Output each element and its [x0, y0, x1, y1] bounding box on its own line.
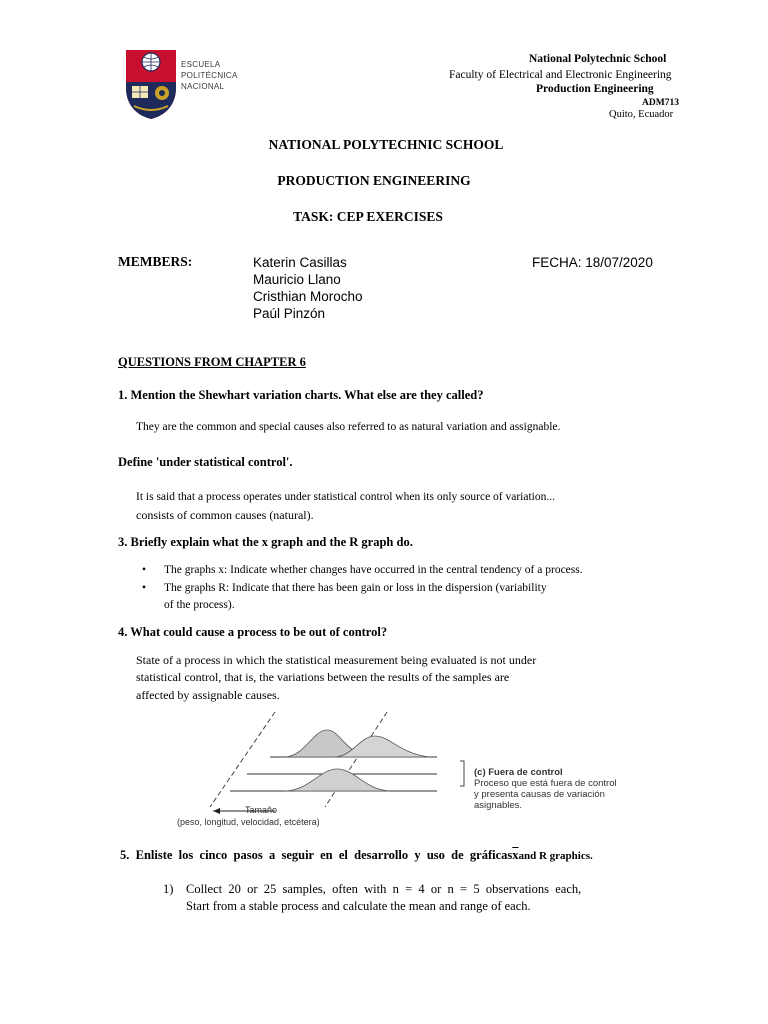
out-of-control-figure [175, 710, 655, 835]
section-heading: QUESTIONS FROM CHAPTER 6 [118, 355, 306, 369]
members-list [253, 254, 363, 322]
members-label: MEMBERS: [118, 254, 193, 269]
header-school: National Polytechnic School [529, 53, 667, 65]
step-marker: 1) [163, 882, 174, 896]
answer-4-line2: statistical control, that is, the variations between the results of the samples are [136, 670, 510, 684]
question-2: Define 'under statistical control'. [118, 455, 293, 469]
axis-label: Tamaño [245, 805, 278, 815]
title-task: TASK: CEP EXERCISES [293, 209, 443, 224]
question-4: 4. What could cause a process to be out of control? [118, 625, 388, 639]
question-1: 1. Mention the Shewhart variation charts. What else are they called? [118, 388, 484, 402]
list-item: • The graphs R: Indicate that there has been gain or loss in the dispersion (variability [142, 582, 547, 594]
step-1-line2: Start from a stable process and calculate the mean and range of each. [186, 899, 531, 913]
axis-sublabel: (peso, longitud, velocidad, etcétera) [177, 817, 320, 827]
list-item: • The graphs x: Indicate whether changes have occurred in the central tendency of a process. [142, 564, 583, 576]
title-school: NATIONAL POLYTECHNIC SCHOOL [268, 137, 504, 152]
member-name: Cristhian Morocho [253, 289, 363, 304]
header-program: Production Engineering [536, 83, 654, 95]
member-name: Paúl Pinzón [253, 306, 326, 321]
header-course-code: ADM713 [642, 98, 679, 108]
question-3: 3. Briefly explain what the x graph and the R graph do. [118, 535, 413, 549]
answer-4-line1: State of a process in which the statistical measurement being evaluated is not under [136, 653, 537, 667]
answer-1: They are the common and special causes also referred to as natural variation and assignable. [136, 421, 561, 433]
answer-2-line1: It is said that a process operates under statistical control when its only source of variation... [136, 491, 555, 503]
answer-2-line2: consists of common causes (natural). [136, 508, 314, 522]
date: FECHA: 18/07/2020 [532, 255, 653, 270]
header-location: Quito, Ecuador [609, 109, 674, 120]
logo [124, 48, 254, 120]
member-name: Mauricio Llano [253, 272, 341, 287]
escuela-politecnica-nacional-logo [124, 48, 178, 120]
answer-3-list [138, 562, 698, 597]
member-name: Katerin Casillas [253, 255, 347, 270]
question-5: 5. Enliste los cinco pasos a seguir en el desarrollo y uso de $gráficas\overline{x}and$ R graphics. [120, 848, 593, 862]
header-faculty: Faculty of Electrical and Electronic Engineering [449, 69, 672, 81]
step-1-line1: Collect 20 or 25 samples, often with n = 4 or n = 5 observations each, [186, 882, 582, 896]
answer-3-continuation: of the process). [164, 599, 235, 611]
logo-text: ESCUELA POLITÉCNICA NACIONAL [181, 60, 238, 91]
figure-caption: (c) Fuera de control Proceso que está fuera de control y presenta causas de variación asignables. [474, 767, 617, 811]
title-program: PRODUCTION ENGINEERING [277, 173, 471, 188]
answer-4-line3: affected by assignable causes. [136, 688, 280, 702]
